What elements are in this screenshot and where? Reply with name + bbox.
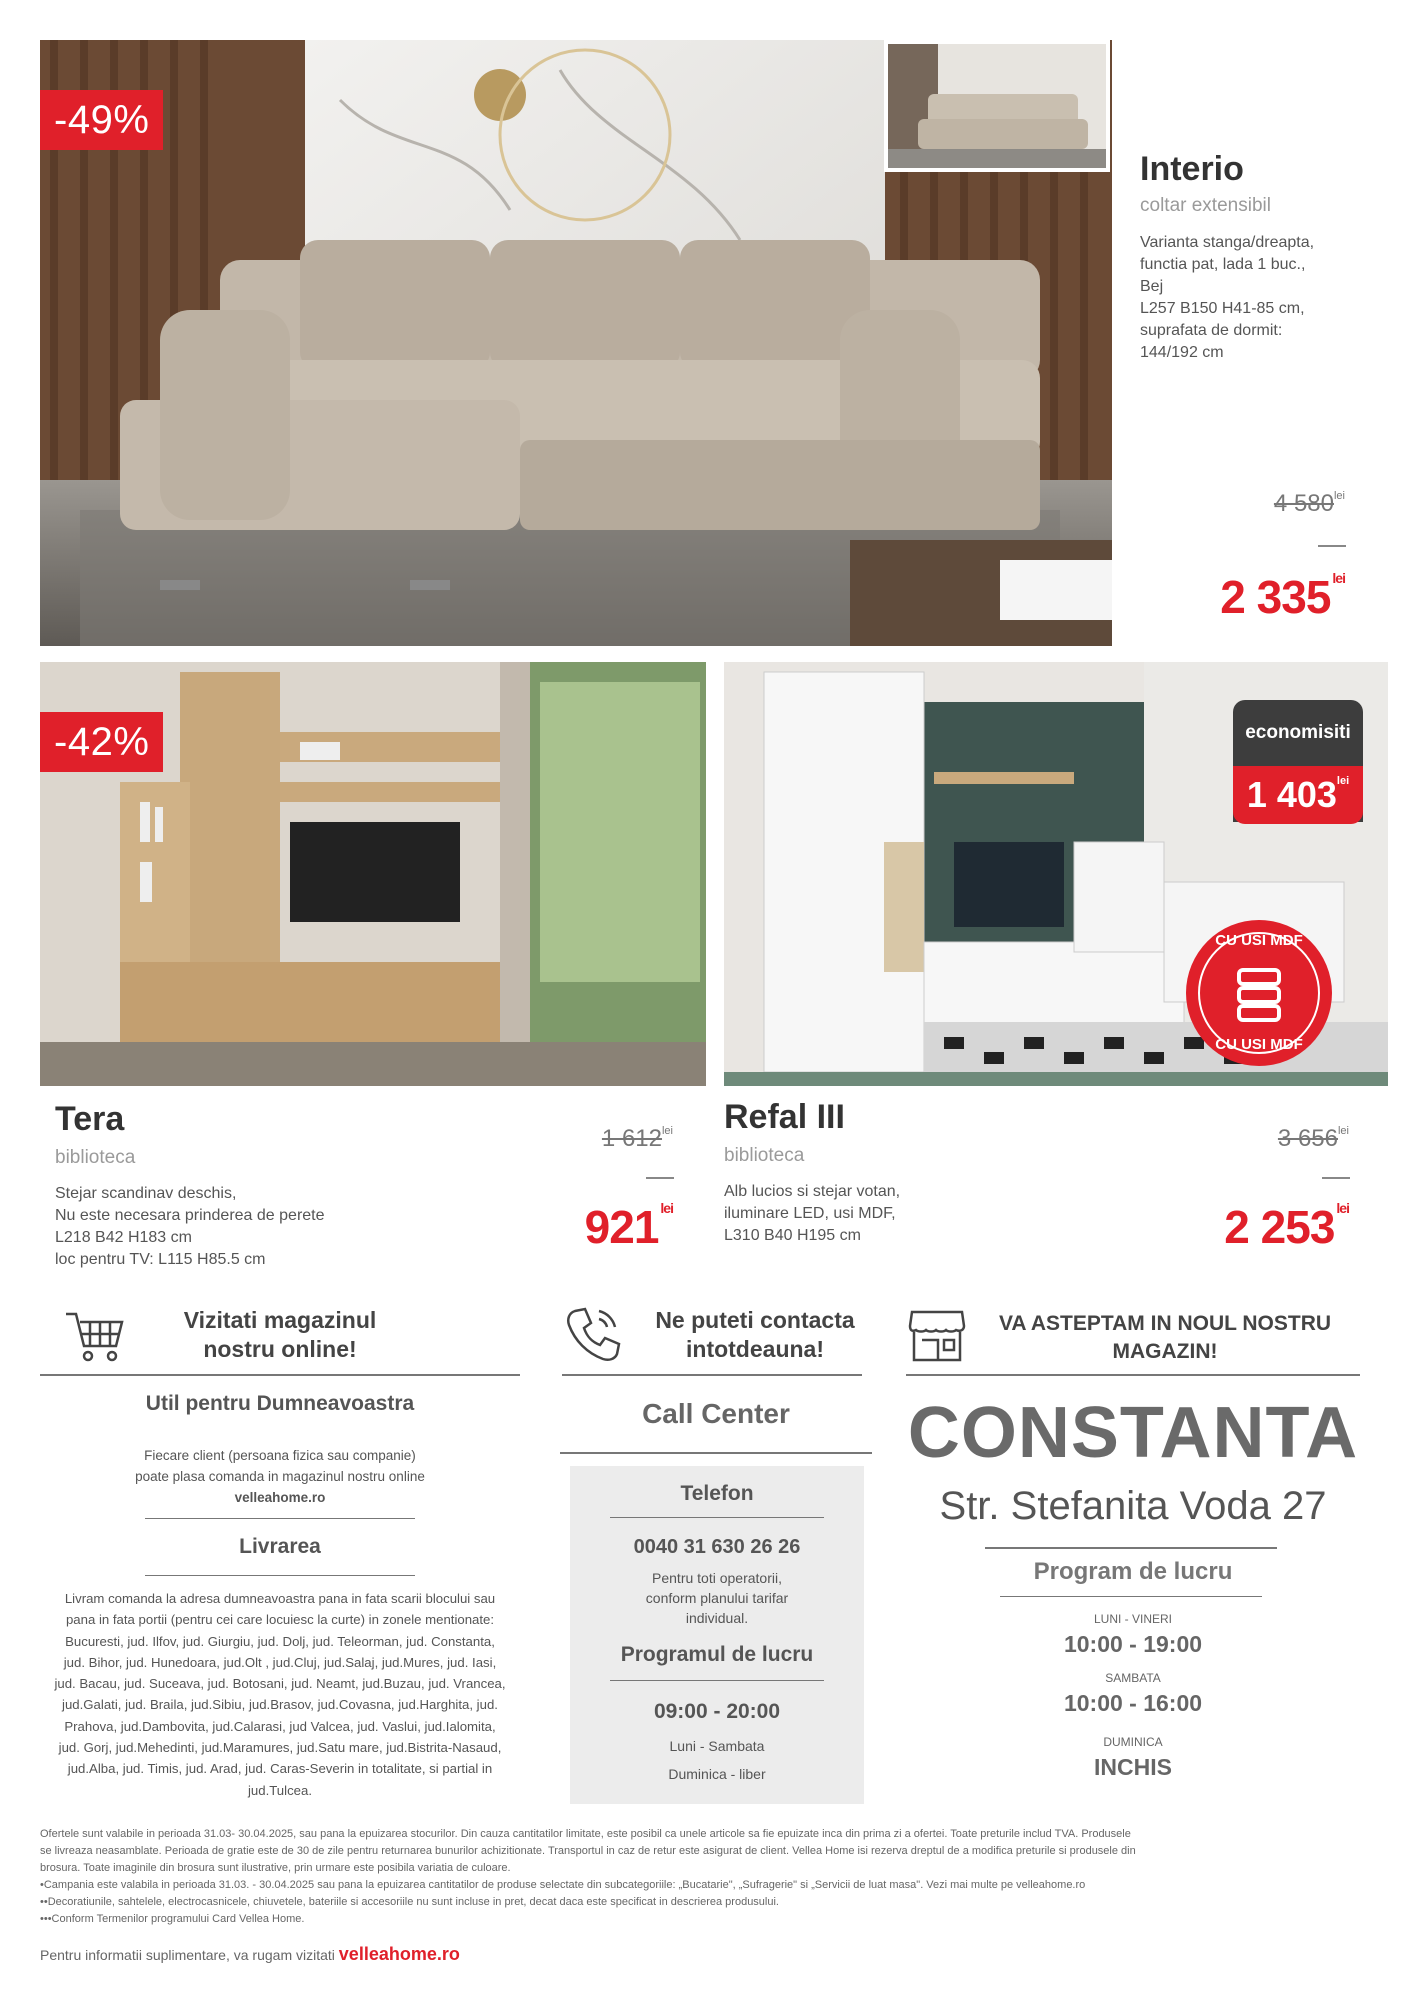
- interio-desc-line: 144/192 cm: [1140, 344, 1224, 361]
- tera-new-price: [585, 1200, 673, 1254]
- contact-title-line2: intotdeauna!: [686, 1336, 824, 1362]
- footer-disclaimer: [40, 1826, 1385, 1928]
- store-street: Str. Stefanita Voda 27: [939, 1484, 1327, 1528]
- interio-desc-line: Bej: [1140, 278, 1164, 295]
- delivery-line: jud.Galati, jud. Braila, jud.Sibiu, jud.Brasov, jud.Covasna, jud.Harghita, jud.: [62, 1697, 498, 1713]
- contact-title: [630, 1306, 880, 1364]
- store-program-divider: [1000, 1596, 1262, 1597]
- useful-text-line: poate plasa comanda in magazinul nostru online: [135, 1469, 425, 1484]
- cart-icon: [64, 1308, 126, 1364]
- tera-desc-line: loc pentru TV: L115 H85.5 cm: [55, 1251, 266, 1268]
- refal-price-dash: [1322, 1177, 1350, 1179]
- refal-desc-line: L310 B40 H195 cm: [724, 1227, 861, 1244]
- contact-sunday: Duminica - liber: [668, 1766, 766, 1782]
- store-title-line1: VA ASTEPTAM IN NOUL NOSTRU: [998, 1312, 1332, 1335]
- interio-old-price-value: 4 580: [1273, 490, 1334, 517]
- refal-desc-line: iluminare LED, usi MDF,: [724, 1205, 896, 1222]
- interio-price-dash: [1318, 545, 1346, 547]
- footer-line: •Campania este valabila in perioada 31.03. - 30.04.2025 sau pana la epuizarea cantitatilor de produse selectate din subcategoriile: „Bucatarie", „Sufragerie" si „Servicii de luat masa". Vezi mai multe pe velleahome.ro: [40, 1879, 1086, 1891]
- delivery-title: Livrarea: [239, 1535, 321, 1558]
- store-city: CONSTANTA: [907, 1393, 1359, 1473]
- delivery-line: jud. Bihor, jud. Hunedoara, jud.Olt , jud.Cluj, jud.Salaj, jud.Mures, jud. Iasi,: [63, 1654, 497, 1670]
- online-title: [140, 1306, 420, 1364]
- interio-description: [1140, 232, 1314, 364]
- store-icon: [908, 1308, 966, 1364]
- interio-new-price: [1220, 570, 1345, 624]
- delivery-line: jud. Gorj, jud.Mehedinti, jud.Maramures, jud.Satu mare, jud.Bistrita-Nasaud,: [58, 1740, 502, 1756]
- tera-new-price-value: 921: [584, 1201, 659, 1253]
- tera-old-price: [602, 1125, 673, 1153]
- delivery-line: Bucuresti, jud. Ilfov, jud. Giurgiu, jud. Dolj, jud. Teleorman, jud. Constanta,: [65, 1633, 495, 1649]
- tera-name: Tera: [55, 1100, 125, 1138]
- weekdays-hours: 10:00 - 19:00: [1063, 1631, 1203, 1657]
- contact-hours-title: Programul de lucru: [620, 1643, 814, 1666]
- footer-more-info-text: Pentru informatii suplimentare, va rugam vizitati: [40, 1947, 335, 1963]
- useful-divider: [145, 1518, 415, 1519]
- interio-inset-image: [884, 40, 1110, 172]
- interio-desc-line: suprafata de dormit:: [1140, 322, 1283, 339]
- tera-old-currency: lei: [661, 1125, 673, 1137]
- refal-new-price-value: 2 253: [1224, 1201, 1335, 1253]
- refal-old-price: [1278, 1125, 1349, 1153]
- phone-note-line: conform planului tarifar: [645, 1590, 789, 1606]
- delivery-line: jud.Tulcea.: [247, 1782, 313, 1798]
- phone-label: Telefon: [680, 1482, 754, 1505]
- tera-desc-line: Stejar scandinav deschis,: [55, 1185, 237, 1202]
- tera-desc-line: Nu este necesara prinderea de perete: [55, 1207, 325, 1224]
- refal-old-currency: lei: [1337, 1125, 1349, 1137]
- phone-number[interactable]: 0040 31 630 26 26: [633, 1536, 801, 1558]
- interio-old-currency: lei: [1333, 490, 1345, 502]
- tera-type: biblioteca: [55, 1147, 136, 1168]
- tera-desc-line: L218 B42 H183 cm: [55, 1229, 192, 1246]
- interio-type: coltar extensibil: [1140, 195, 1271, 216]
- refal-economy-currency: lei: [1336, 775, 1350, 787]
- mdf-stamp-text-top: CU USI MDF: [1215, 932, 1303, 949]
- contact-title-line1: Ne puteti contacta: [655, 1307, 855, 1333]
- delivery-text: [40, 1588, 520, 1801]
- refal-type: biblioteca: [724, 1145, 805, 1166]
- call-center-title: Call Center: [642, 1398, 790, 1429]
- mdf-stamp: [1184, 918, 1334, 1068]
- weekdays-label: LUNI - VINERI: [1093, 1612, 1172, 1626]
- footer-site-link[interactable]: velleahome.ro: [338, 1944, 460, 1964]
- delivery-divider: [145, 1575, 415, 1576]
- sunday-label: DUMINICA: [1103, 1735, 1163, 1749]
- interio-desc-line: L257 B150 H41-85 cm,: [1140, 300, 1305, 317]
- tera-description: [55, 1183, 325, 1271]
- useful-text: [40, 1445, 520, 1508]
- sunday-status: INCHIS: [1094, 1754, 1172, 1780]
- useful-text-line: Fiecare client (persoana fizica sau companie): [144, 1448, 416, 1463]
- contact-divider: [562, 1374, 862, 1376]
- refal-name: Refal III: [724, 1098, 845, 1136]
- store-program-title: Program de lucru: [1033, 1558, 1233, 1585]
- useful-title: Util pentru Dumneavoastra: [145, 1392, 415, 1415]
- useful-site-link[interactable]: velleahome.ro: [234, 1490, 326, 1505]
- phone-icon: [565, 1305, 623, 1363]
- online-title-line2: nostru online!: [203, 1336, 357, 1362]
- refal-old-price-value: 3 656: [1277, 1125, 1338, 1152]
- store-divider: [906, 1374, 1360, 1376]
- call-center-divider: [560, 1452, 872, 1454]
- phone-note: [570, 1568, 864, 1628]
- store-title-line2: MAGAZIN!: [1112, 1340, 1218, 1363]
- refal-economy-label: economisiti: [1245, 722, 1351, 743]
- interio-inset-illustration: [888, 44, 1106, 168]
- delivery-line: jud.Alba, jud. Timis, jud. Arad, jud. Caras-Severin in totalitate, si partial in: [67, 1761, 493, 1777]
- footer-line: brosura. Toate imaginile din brosura sunt ilustrative, prin urmare este posibila variatia de culoare.: [40, 1862, 511, 1874]
- contact-hours: 09:00 - 20:00: [653, 1700, 781, 1723]
- footer-more-info: [40, 1944, 460, 1965]
- footer-line: •••Conform Termenilor programului Card Vellea Home.: [40, 1913, 305, 1925]
- tera-discount-badge: -42%: [40, 712, 163, 772]
- phone-note-line: individual.: [685, 1610, 749, 1626]
- interio-name: Interio: [1140, 150, 1244, 188]
- interio-desc-line: Varianta stanga/dreapta,: [1140, 234, 1315, 251]
- delivery-line: Prahova, jud.Dambovita, jud.Calarasi, jud Valcea, jud. Vaslui, jud.Ialomita,: [64, 1718, 496, 1734]
- contact-days: Luni - Sambata: [669, 1738, 765, 1754]
- interio-new-currency: lei: [1332, 570, 1345, 586]
- refal-new-price: [1224, 1200, 1349, 1254]
- refal-economy-value: 1 403: [1246, 774, 1337, 815]
- footer-line: ••Decoratiunile, sahtelele, electrocasnicele, chiuvetele, bateriile si accesoriile nu sunt incluse in pret, decat daca este specificat in descrierea produsului.: [40, 1896, 779, 1908]
- interio-desc-line: functia pat, lada 1 buc.,: [1140, 256, 1306, 273]
- interio-discount-badge: -49%: [40, 90, 163, 150]
- interio-old-price: [1274, 490, 1345, 518]
- saturday-label: SAMBATA: [1105, 1671, 1161, 1685]
- delivery-line: Livram comanda la adresa dumneavoastra pana in fata scarii blocului sau: [64, 1591, 496, 1606]
- footer-line: se livreaza neasamblate. Perioada de gratie este de 30 de zile pentru returnarea bunurilor achizitionate. Transportul in caz de retur este asigurat de client. Vellea Home isi rezerva dreptul de a modifica preturile si produsele din: [40, 1845, 1136, 1857]
- footer-line: Ofertele sunt valabile in perioada 31.03- 30.04.2025, sau pana la epuizarea stocurilor. Din cauza cantitatilor limitate, este posibil ca unele articole sa fie epuizate inca din prima zi a ofertei. Toate preturile includ TVA. Produsele: [40, 1828, 1131, 1840]
- tera-old-price-value: 1 612: [601, 1125, 662, 1152]
- online-divider: [40, 1374, 520, 1376]
- contact-hours-divider: [610, 1680, 824, 1681]
- store-title: [975, 1310, 1355, 1366]
- saturday-hours: 10:00 - 16:00: [1063, 1690, 1203, 1716]
- online-title-line1: Vizitati magazinul: [183, 1307, 377, 1333]
- refal-desc-line: Alb lucios si stejar votan,: [724, 1183, 901, 1200]
- refal-new-currency: lei: [1336, 1200, 1349, 1216]
- phone-label-divider: [610, 1517, 824, 1518]
- tera-price-dash: [646, 1177, 674, 1179]
- delivery-line: jud. Bacau, jud. Suceava, jud. Botosani, jud. Neamt, jud.Buzau, jud. Vrancea,: [54, 1676, 506, 1692]
- refal-economy-value-box: [1233, 766, 1363, 824]
- street-divider: [985, 1547, 1277, 1549]
- delivery-line: pana in fata portii (pentru cei care locuiesc la curte) in zonele mentionate:: [65, 1612, 495, 1628]
- refal-description: [724, 1181, 900, 1247]
- tera-new-currency: lei: [660, 1200, 673, 1216]
- mdf-stamp-text-bottom: CU USI MDF: [1215, 1036, 1303, 1053]
- interio-new-price-value: 2 335: [1220, 571, 1331, 623]
- phone-note-line: Pentru toti operatorii,: [652, 1570, 782, 1586]
